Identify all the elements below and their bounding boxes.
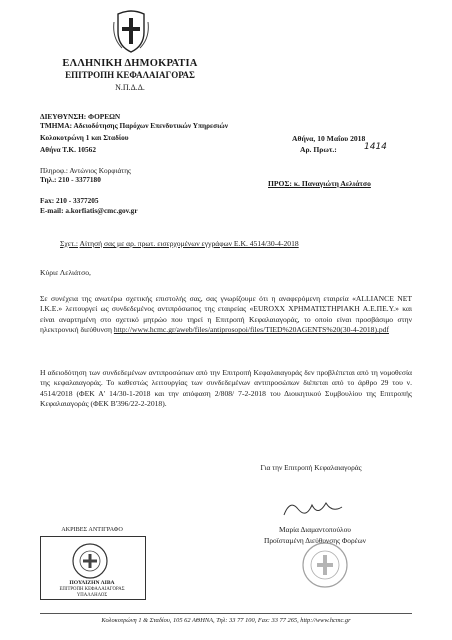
stamp-line3: ΥΠΑΛΛΗΛΟΣ: [76, 593, 108, 598]
protocol-number: 1414: [364, 142, 387, 152]
sign-for: Για την Επιτροπή Κεφαλαιαγοράς: [260, 463, 362, 472]
official-seal-icon: [300, 540, 350, 590]
stamp-seal-icon: [70, 541, 110, 581]
sign-title: Προϊσταμένη Διεύθυνσης Φορέων: [263, 536, 366, 545]
info-person: Πληροφ.: Αντώνιος Κορφιάτης: [40, 166, 131, 175]
footer-divider: [40, 613, 412, 614]
recipient: ΠΡΟΣ: κ. Παναγιώτη Αελιάτσο: [268, 179, 371, 188]
address: Κολοκοτρώνη 1 και Σταδίου: [40, 133, 129, 142]
paragraph-2: Η αδειοδότηση των συνδεδεμένων αντιπροσώπων από την Επιτροπή Κεφαλαιαγοράς δεν προβλέπεται από τη νομοθεσία της κεφαλαιαγοράς. Το καθεστώς λειτουργίας των συνδεδεμένων αντιπροσώπων διέπεται από το άρθρο 29 του ν. 4514/2018 (ΦΕΚ Α' 14/30-1-2018 και την απόφαση 2/808/ 7-2-2018 του Διοικητικού Συμβουλίου της Επιτροπής Κεφαλαιαγοράς (ΦΕΚ Β'396/22-2-2018).: [40, 368, 412, 409]
legal-entity-code: Ν.Π.Δ.Δ.: [115, 83, 145, 92]
paragraph-1-text: Σε συνέχεια της ανωτέρω σχετικής επιστολής σας, σας γνωρίζουμε ότι η αναφερόμενη εταιρεία «ALLIANCE NET I.K.E.» λειτουργεί ως συνδεδεμένος αντιπρόσωπος της εταιρείας «EUROXX ΧΡΗΜΑΤΙΣΤΗΡΙΑΚΗ Α.Ε.ΠΕ.Υ.» και είναι αναρτημένη στο σχετικό μητρώο που τηρεί η Επιτροπή Κεφαλαιαγοράς, το οποίο είναι προσβάσιμο στην ηλεκτρονική διεύθυνση: [40, 294, 412, 335]
subject-line: [60, 239, 299, 248]
phone: Τηλ.: 210 - 3377180: [40, 175, 101, 184]
stamp-name: ΠΟΥΛΙΖΗΝ ΛΙΒΑ: [69, 580, 115, 586]
directorate: ΔΙΕΥΘΥΝΣΗ: ΦΟΡΕΩΝ: [40, 112, 121, 121]
stamp-title: ΑΚΡΙΒΕΣ ΑΝΤΙΓΡΑΦΟ: [44, 526, 140, 533]
sign-name: Μαρία Διαμαντοπούλου: [279, 525, 351, 534]
registry-link[interactable]: http://www.hcmc.gr/aweb/files/antiprosopoi/files/TIED%20AGENTS%20(30-4-2018).pdf: [113, 325, 390, 335]
footer-address: Κολοκοτρώνη 1 & Σταδίου, 105 62 ΑΘΗΝΑ, Τηλ: 33 77 100, Fax: 33 77 265, http://www.hcmc.gr: [101, 617, 351, 624]
protocol-label: Αρ. Πρωτ.:: [300, 145, 337, 154]
date-line: Αθήνα, 10 Μαΐου 2018: [292, 134, 366, 143]
committee-title: ΕΠΙΤΡΟΠΗ ΚΕΦΑΛΑΙΑΓΟΡΑΣ: [65, 70, 195, 80]
email: E-mail: a.korfiatis@cmc.gov.gr: [40, 206, 138, 215]
paragraph-1: [40, 294, 412, 336]
department: ΤΜΗΜΑ: Αδειοδότησης Παρόχων Επενδυτικών Υπηρεσιών: [40, 121, 228, 130]
salutation: Κύριε Λελιάτσο,: [40, 268, 91, 277]
fax: Fax: 210 - 3377205: [40, 196, 99, 205]
republic-title: ΕΛΛΗΝΙΚΗ ΔΗΜΟΚΡΑΤΙΑ: [62, 58, 198, 69]
subject-prefix: Σχετ.:: [60, 239, 79, 248]
handwritten-signature-icon: [254, 495, 364, 521]
stamp-line2: ΕΠΙΤΡΟΠΗ ΚΕΦΑΛΑΙΑΓΟΡΑΣ: [59, 587, 125, 592]
subject-text: Αίτησή σας με αρ. πρωτ. εισερχομένων εγγράφων Ε.Κ. 4514/30-4-2018: [79, 239, 299, 248]
greek-emblem-icon: [112, 8, 150, 54]
city: Αθήνα Τ.Κ. 10562: [40, 145, 96, 154]
